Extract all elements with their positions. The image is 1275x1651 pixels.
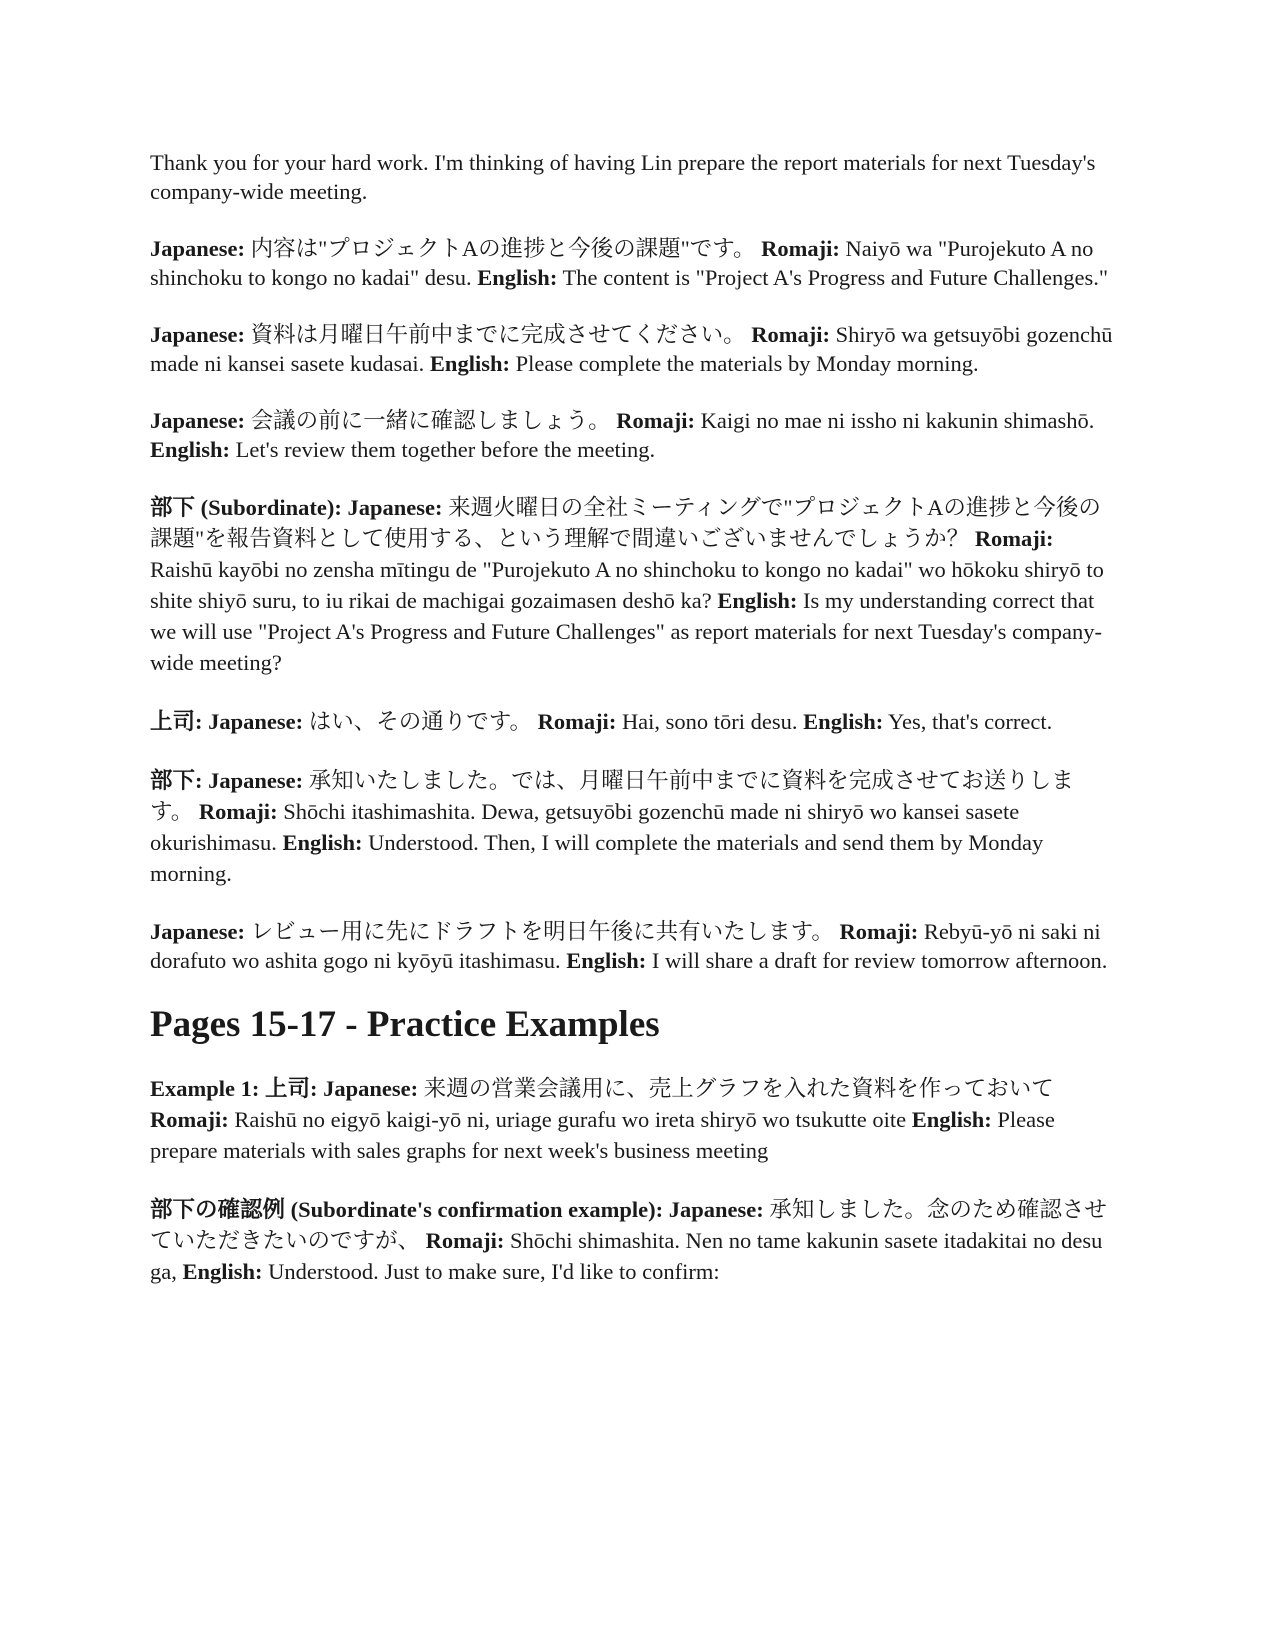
romaji-text: Raishū no eigyō kaigi-yō ni, uriage gurafu wo ireta shiryō wo tsukutte oite bbox=[234, 1107, 907, 1132]
japanese-text: 資料は月曜日午前中までに完成させてください。 bbox=[250, 322, 746, 347]
dialogue-line bbox=[150, 917, 1115, 975]
english-label: English: bbox=[717, 588, 798, 613]
japanese-label: Japanese: bbox=[208, 768, 304, 793]
english-text: The content is "Project A's Progress and Future Challenges." bbox=[562, 265, 1109, 290]
dialogue-line bbox=[150, 765, 1115, 889]
dialogue-line bbox=[150, 234, 1115, 292]
japanese-text: 来週の営業会議用に、売上グラフを入れた資料を作っておいて bbox=[423, 1076, 1054, 1101]
romaji-label: Romaji: bbox=[425, 1228, 505, 1253]
english-label: English: bbox=[803, 709, 884, 734]
romaji-text: Shiryō wa getsuyōbi gozenchū made ni kansei sasete kudasai. bbox=[150, 322, 1113, 376]
romaji-text: Kaigi no mae ni issho ni kakunin shimashō. bbox=[700, 408, 1095, 433]
english-label: English: bbox=[477, 265, 558, 290]
romaji-text: Shōchi itashimashita. Dewa, getsuyōbi gozenchū made ni shiryō wo kansei sasete okurishimasu. bbox=[150, 799, 1020, 855]
japanese-text: 承知しました。念のため確認させていただきたいのですが、 bbox=[150, 1197, 1107, 1253]
romaji-label: Romaji: bbox=[974, 526, 1054, 551]
japanese-text: レビュー用に先にドラフトを明日午後に共有いたします。 bbox=[250, 919, 834, 944]
romaji-text: Raishū kayōbi no zensha mītingu de "Purojekuto A no shinchoku to kongo no kadai" wo hōkoku shiryō to shite shiyō suru, to iu rikai de machigai gozaimasen deshō ka? bbox=[150, 557, 1104, 613]
speaker-label: 部下の確認例 (Subordinate's confirmation example): bbox=[150, 1197, 664, 1222]
speaker-label: 部下: bbox=[150, 768, 203, 793]
english-label: English: bbox=[150, 437, 231, 462]
english-label: English: bbox=[566, 948, 647, 973]
romaji-text: Rebyū-yō ni saki ni dorafuto wo ashita gogo ni kyōyū itashimasu. bbox=[150, 919, 1101, 973]
romaji-label: Romaji: bbox=[751, 322, 830, 347]
english-label: English: bbox=[182, 1259, 263, 1284]
english-label: English: bbox=[429, 351, 510, 376]
japanese-label: Japanese: bbox=[347, 495, 443, 520]
english-label: English: bbox=[911, 1107, 992, 1132]
english-text: Is my understanding correct that we will use "Project A's Progress and Future Challenges" as report materials for next Tuesday's company-wide meeting? bbox=[150, 588, 1102, 675]
romaji-label: Romaji: bbox=[839, 919, 919, 944]
speaker-label: 部下 (Subordinate): bbox=[150, 495, 342, 520]
english-text: Please complete the materials by Monday morning. bbox=[515, 351, 979, 376]
japanese-label: Japanese: bbox=[323, 1076, 419, 1101]
example-line bbox=[150, 1073, 1115, 1166]
english-text: Understood. Just to make sure, I'd like to confirm: bbox=[268, 1259, 720, 1284]
japanese-label: Japanese: bbox=[150, 408, 245, 433]
intro-text: Thank you for your hard work. I'm thinking of having Lin prepare the report materials for next Tuesday's company-wide meeting. bbox=[150, 150, 1096, 204]
english-text: Yes, that's correct. bbox=[888, 709, 1053, 734]
dialogue-line bbox=[150, 406, 1115, 464]
page-content bbox=[150, 148, 1115, 1315]
romaji-label: Romaji: bbox=[616, 408, 695, 433]
english-label: English: bbox=[282, 830, 363, 855]
japanese-text: 会議の前に一緒に確認しましょう。 bbox=[250, 408, 611, 433]
japanese-text: 承知いたしました。では、月曜日午前中までに資料を完成させてお送りします。 bbox=[150, 768, 1074, 824]
japanese-text: はい、その通りです。 bbox=[308, 709, 532, 734]
english-text: Please prepare materials with sales graphs for next week's business meeting bbox=[150, 1107, 1055, 1163]
dialogue-line bbox=[150, 706, 1115, 737]
speaker-label: Example 1: 上司: bbox=[150, 1076, 318, 1101]
japanese-text: 来週火曜日の全社ミーティングで"プロジェクトAの進捗と今後の課題"を報告資料として使用する、という理解で間違いございませんでしょうか？ bbox=[150, 495, 1101, 551]
romaji-text: Hai, sono tōri desu. bbox=[621, 709, 798, 734]
english-text: Understood. Then, I will complete the materials and send them by Monday morning. bbox=[150, 830, 1044, 886]
japanese-text: 内容は"プロジェクトAの進捗と今後の課題"です。 bbox=[250, 236, 756, 261]
romaji-text: Naiyō wa "Purojekuto A no shinchoku to kongo no kadai" desu. bbox=[150, 236, 1094, 290]
speaker-label: 上司: bbox=[150, 709, 203, 734]
japanese-label: Japanese: bbox=[150, 919, 245, 944]
japanese-label: Japanese: bbox=[150, 236, 245, 261]
romaji-label: Romaji: bbox=[198, 799, 278, 824]
english-text: I will share a draft for review tomorrow afternoon. bbox=[651, 948, 1108, 973]
romaji-label: Romaji: bbox=[761, 236, 840, 261]
japanese-label: Japanese: bbox=[150, 322, 245, 347]
dialogue-line bbox=[150, 492, 1115, 678]
romaji-label: Romaji: bbox=[537, 709, 617, 734]
japanese-label: Japanese: bbox=[208, 709, 304, 734]
romaji-label: Romaji: bbox=[150, 1107, 229, 1132]
intro-paragraph bbox=[150, 148, 1115, 206]
section-heading: Pages 15-17 - Practice Examples bbox=[150, 1004, 660, 1045]
romaji-text: Shōchi shimashita. Nen no tame kakunin sasete itadakitai no desu ga, bbox=[150, 1228, 1103, 1284]
english-text: Let's review them together before the meeting. bbox=[235, 437, 656, 462]
dialogue-line bbox=[150, 320, 1115, 378]
example-line bbox=[150, 1194, 1115, 1287]
japanese-label: Japanese: bbox=[668, 1197, 764, 1222]
